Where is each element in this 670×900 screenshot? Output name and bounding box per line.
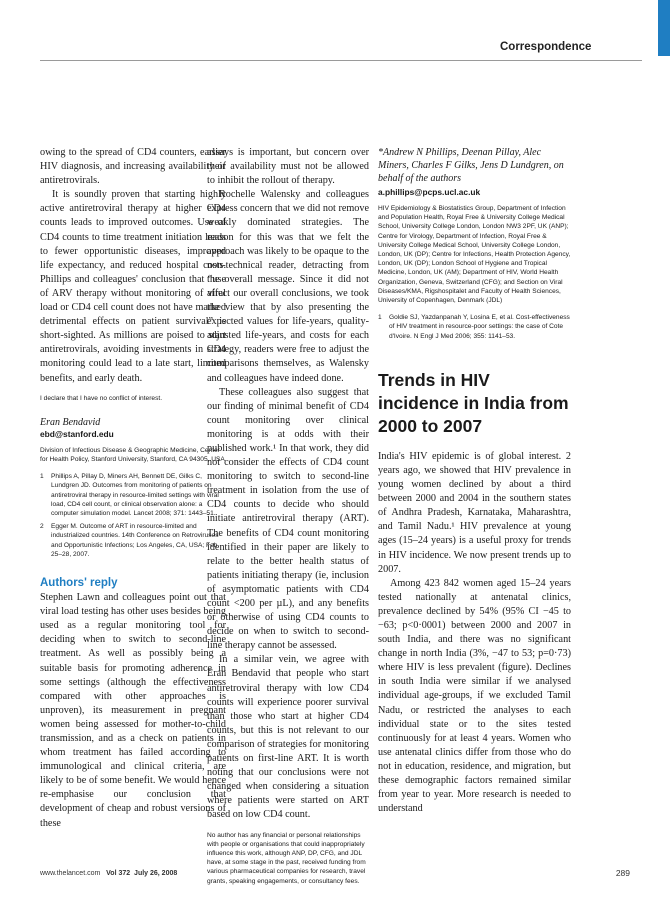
footer-journal-info: [40, 870, 177, 877]
column-3: [378, 146, 571, 816]
authors-reply-heading: Authors' reply: [40, 577, 118, 590]
reference-item: 1 Phillips A, Pillay D, Miners AH, Bennett DE, Gilks C, Lundgren JD. Outcomes from monitoring of patients on antiretroviral therapy in resource-limited settings with viral load, CD4 cell count, or clinical observation alone: a computer simulation model. Lancet 2008; 371: 1443–51.: [40, 473, 219, 518]
col2-paragraph-3: These colleagues also suggest that our finding of minimal benefit of CD4 count monitoring over clinical monitoring is at odds with their published work.¹ In that work, they did not consider the effects of CD4 count monitoring to switch to second-line treatment in isolation from the use of CD4 counts to decide who should initiate antiretroviral therapy (ART). The benefits of CD4 count monitoring identified in their paper are likely to relate to the better health status of patients initiating therapy (ie, inclusion of asymptomatic patients with CD4 count <200 per µL), and any benefits or otherwise of using CD4 counts to decide on when to switch to second-line therapy cannot be assessed.: [207, 386, 369, 652]
reply-authors-affiliation: HIV Epidemiology & Biostatistics Group, Department of Infection and Population Health, Royal Free & University College Medical School, University College London, London NW3 2PF, UK (ANP); Centre for Virology, Department of Infection, Royal Free & University College Medical School, University College London, London, UK (DP); Centre for Infections, Health Protection Agency, London, UK (DP); London School of Hygiene and Tropical Medicine, London, UK (AM); Department of HIV, World Health Organization, Geneva, Switzerland (CFG); and Section on Viral Diseases/KMA, Rigshospitalet and Faculty of Health Sciences, University of Copenhagen, Denmark (JDL): [378, 205, 571, 305]
column-2: [207, 146, 369, 886]
authors-conflict-declaration: No author has any financial or personal relationships with people or organisations that could inappropriately influence this work, although ANP, DP, CFG, and JDL have, at some stage in the past, received funding from various pharmaceutical companies for research, travel grants, speaking engagements, or consultancy fees.: [207, 831, 366, 885]
reference-item: 1 Goldie SJ, Yazdanpanah Y, Losina E, et al. Cost-effectiveness of HIV treatment in resource-poor settings: the case of Cote d'Ivoire. N Engl J Med 2006; 355: 1141–53.: [378, 314, 570, 340]
footer-volume: Vol 372: [106, 870, 131, 877]
reference-item: 2 Egger M. Outcome of ART in resource-limited and industrialized countries. 14th Conference on Retroviruses and Opportunistic Infections; Los Angeles, CA, USA; Feb 25–28, 2007.: [40, 523, 219, 558]
section-color-bar: [658, 0, 670, 56]
conflict-declaration: I declare that I have no conflict of interest.: [40, 394, 163, 402]
letter-author-affiliation: Division of Infectious Disease & Geographic Medicine, Center for Health Policy, Stanford University, Stanford, CA 94305, USA: [40, 446, 225, 463]
col2-paragraph-1: assays is important, but concern over their availability must not be allowed to inhibit the rollout of therapy.: [207, 147, 369, 187]
col2-paragraph-2: Rochelle Walensky and colleagues express concern that we did not remove weakly dominated strategies. The reason for this was that we felt the approach was likely to be opaque to the non-technical reader, detracting from the overall message. Since it did not affect our overall conclusions, we took the view that by also presenting the expected values for life-years, quality-adjusted life-years, and costs for each strategy, readers were free to adjust the comparisons themselves, as Walensky and colleagues have indeed done.: [207, 189, 369, 384]
footer-url[interactable]: www.thelancet.com: [40, 870, 101, 877]
header-rule: [40, 60, 642, 61]
article-paragraph-1: India's HIV epidemic is of global interest. 2 years ago, we showed that HIV prevalence in young women declined by about a third between 2000 and 2004 in the southern states of Andhra Pradesh, Karnataka, Maharashtra, and Tamil Nadu.¹ HIV prevalence at young ages (15–24 years) is a useful proxy for trends in HIV incidence. We now present trends up to 2007.: [378, 450, 571, 575]
reference-list: [378, 313, 571, 341]
article-heading: Trends in HIV incidence in India from 2000 to 2007: [378, 369, 569, 436]
letter-author: Eran Bendavid: [40, 416, 101, 428]
col1-paragraph-2: It is soundly proven that starting highly active antiretroviral therapy at higher CD4 counts leads to improved outcomes. Use of CD4 counts to time treatment initiation leads to fewer opportunistic diseases, improved life expectancy, and reduced hospital costs. Phillips and colleagues' conclusion that “use of ARV therapy without monitoring of viral load or CD4 cell count does not have marked detrimental effects on patient survival” is short-sighted. As millions are poised to start antiretrovirals, avoiding investments in CD4 monitoring could lead to a late start, limited benefits, and early death.: [40, 189, 226, 384]
col2-paragraph-4: In a similar vein, we agree with Eran Bendavid that people who start antiretroviral therapy with low CD4 counts will experience poorer survival than those who start at higher CD4 counts, but this is not relevant to our comparison of strategies for monitoring patients on first-line ART. It is worth noting that our conclusions were not changed when considering a situation where patients were started on ART based on low CD4 count.: [207, 654, 369, 821]
letter-author-email[interactable]: ebd@stanford.edu: [40, 428, 114, 439]
authors-reply-paragraph: Stephen Lawn and colleagues point out that viral load testing has other uses besides being used as a regular monitoring tool for deciding when to switch to second-line treatment. As well as possibly being a suitable basis for promoting adherence in some settings (although the effectiveness compared with other approaches is unproven), its measurement in pregnant women being assessed for mother-to-child transmission, and as a check on patients in whom treatment has failed according to immunological and clinical criteria, are likely to be of some benefit. We would hence re-emphasise our conclusion that development of cheap and robust versions of these: [40, 592, 226, 829]
section-title: Correspondence: [500, 41, 592, 53]
column-1: [40, 146, 226, 831]
article-paragraph-2: Among 423 842 women aged 15–24 years tested nationally at antenatal clinics, prevalence declined by 54% (95% CI −45 to −63; p<0·0001) between 2000 and 2007 in south India, and there was no significant change in north India (3%, −47 to 53; p=0·73) where HIV is less prevalent (figure). Declines in south India were similar if we analysed individual age-groups, if we excluded Tamil Nadu, or restricted the analyses to each individual state or to the sites tested continuously for at least 4 years. Women who use antenatal clinics differ from those who do not in education, residence, and migration, but these demographic factors remained similar from year to year. More research is needed to understand: [378, 577, 571, 815]
reply-author-email[interactable]: a.phillips@pcps.ucl.ac.uk: [378, 187, 481, 197]
reply-authors: *Andrew N Phillips, Deenan Pillay, Alec Miners, Charles F Gilks, Jens D Lundgren, on behalf of the authors: [378, 147, 564, 184]
footer-date: July 26, 2008: [134, 870, 178, 877]
col1-paragraph-1: owing to the spread of CD4 counters, earlier HIV diagnosis, and increasing availability of antiretrovirals.: [40, 147, 226, 187]
page-number: 289: [615, 868, 630, 878]
reference-list: [40, 472, 226, 559]
